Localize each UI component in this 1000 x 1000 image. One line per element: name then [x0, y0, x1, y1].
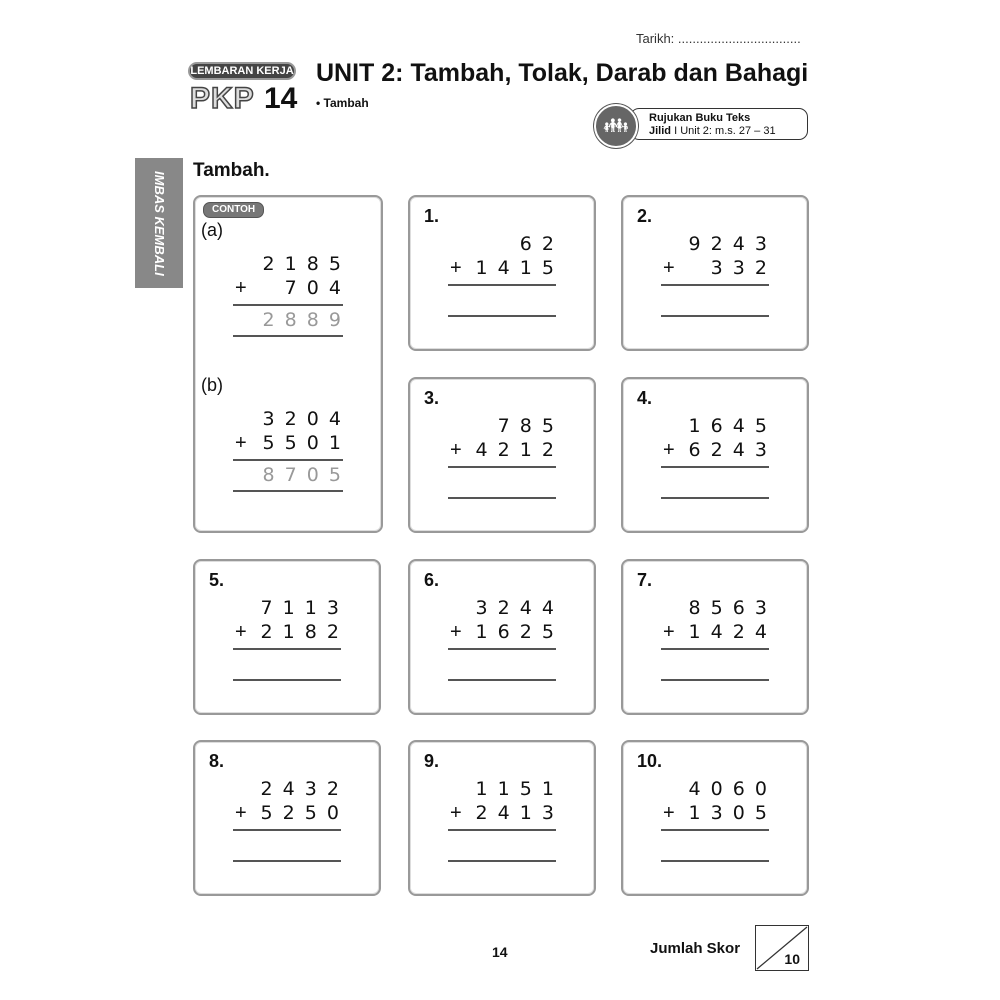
- instruction: Tambah.: [193, 160, 270, 181]
- subtopic: • Tambah: [316, 96, 369, 110]
- family-icon: 👪︎: [594, 104, 638, 148]
- problem-number: 2.: [637, 206, 653, 226]
- answer-input-line[interactable]: [661, 497, 769, 499]
- addend-top: 2 4 3 2: [260, 778, 339, 800]
- addend-bottom: 4 2 1 2: [475, 439, 554, 461]
- addend-top: 7 8 5: [497, 415, 554, 437]
- problem-number: 10.: [637, 751, 663, 771]
- page-title: UNIT 2: Tambah, Tolak, Darab dan Bahagi: [316, 59, 809, 87]
- score-box[interactable]: [755, 925, 809, 971]
- sum-line: [448, 466, 556, 468]
- example-label: (b): [201, 375, 223, 395]
- plus-sign: +: [235, 802, 247, 824]
- sum-line: [661, 466, 769, 468]
- score-label: Jumlah Skor: [650, 940, 741, 957]
- example-label: (a): [201, 220, 223, 240]
- addend-bottom: 1 3 0 5: [688, 802, 767, 824]
- plus-sign: +: [450, 257, 462, 279]
- sum-line: [233, 459, 343, 461]
- problem-box: [408, 559, 596, 715]
- addend-top: 8 5 6 3: [688, 597, 767, 619]
- problem-box: [621, 195, 809, 351]
- reference-title: Rujukan Buku Teks: [649, 112, 751, 124]
- sum-line: [233, 648, 341, 650]
- plus-sign: +: [235, 277, 247, 299]
- sum-line: [661, 648, 769, 650]
- answer-input-line[interactable]: [661, 860, 769, 862]
- plus-sign: +: [663, 257, 675, 279]
- problem-box: [621, 740, 809, 896]
- answer-input-line[interactable]: [448, 679, 556, 681]
- plus-sign: +: [663, 621, 675, 643]
- answer-input-line[interactable]: [661, 315, 769, 317]
- addend-bottom: 2 1 8 2: [260, 621, 339, 643]
- addend-top: 7 1 1 3: [260, 597, 339, 619]
- addend-top: 2 1 8 5: [262, 253, 341, 275]
- plus-sign: +: [450, 802, 462, 824]
- page-number: 14: [492, 944, 508, 960]
- reference-pages: I Unit 2: m.s. 27 – 31: [674, 125, 776, 137]
- sum-line: [233, 304, 343, 306]
- pkp-label: PKP: [190, 82, 255, 115]
- sum-line: [233, 829, 341, 831]
- addend-top: 3 2 4 4: [475, 597, 554, 619]
- plus-sign: +: [450, 621, 462, 643]
- worksheet-label: LEMBARAN KERJA: [188, 62, 296, 80]
- answer-line: [233, 490, 343, 492]
- addend-bottom: 3 3 2: [710, 257, 767, 279]
- problem-box: [621, 377, 809, 533]
- plus-sign: +: [450, 439, 462, 461]
- answer-input-line[interactable]: [233, 860, 341, 862]
- addend-top: 1 6 4 5: [688, 415, 767, 437]
- answer-input-line[interactable]: [661, 679, 769, 681]
- problem-box: [408, 195, 596, 351]
- sum-line: [661, 284, 769, 286]
- worksheet-badge: [188, 62, 308, 124]
- addend-top: 4 0 6 0: [688, 778, 767, 800]
- problem-number: 6.: [424, 570, 440, 590]
- sum-line: [448, 648, 556, 650]
- addend-bottom: 6 2 4 3: [688, 439, 767, 461]
- problem-number: 1.: [424, 206, 440, 226]
- plus-sign: +: [663, 802, 675, 824]
- answer-input-line[interactable]: [448, 860, 556, 862]
- sum-line: [661, 829, 769, 831]
- example-answer: 8 7 0 5: [262, 464, 341, 486]
- answer-input-line[interactable]: [448, 315, 556, 317]
- addend-top: 9 2 4 3: [688, 233, 767, 255]
- problem-number: 3.: [424, 388, 440, 408]
- addend-top: 6 2: [519, 233, 554, 255]
- addend-top: 3 2 0 4: [262, 408, 341, 430]
- addend-bottom: 5 5 0 1: [262, 432, 341, 454]
- answer-line: [233, 335, 343, 337]
- plus-sign: +: [235, 432, 247, 454]
- example-tag: CONTOH: [203, 202, 264, 218]
- addend-bottom: 1 6 2 5: [475, 621, 554, 643]
- problem-box: [193, 740, 381, 896]
- example-answer: 2 8 8 9: [262, 309, 341, 331]
- date-field: Tarikh: ..................................: [636, 31, 801, 46]
- addend-bottom: 1 4 1 5: [475, 257, 554, 279]
- textbook-reference: [630, 108, 808, 140]
- addend-bottom: 1 4 2 4: [688, 621, 767, 643]
- worksheet-number: 14: [264, 82, 298, 115]
- problem-box: [193, 559, 381, 715]
- problem-box: [408, 377, 596, 533]
- problem-box: [408, 740, 596, 896]
- addend-top: 1 1 5 1: [475, 778, 554, 800]
- problem-number: 5.: [209, 570, 225, 590]
- side-tab: IMBAS KEMBALI: [135, 158, 183, 288]
- plus-sign: +: [235, 621, 247, 643]
- answer-input-line[interactable]: [233, 679, 341, 681]
- score-divider: [755, 925, 809, 971]
- reference-volume: Jilid: [649, 125, 672, 137]
- problem-box: [621, 559, 809, 715]
- problem-number: 8.: [209, 751, 225, 771]
- sum-line: [448, 829, 556, 831]
- sum-line: [448, 284, 556, 286]
- addend-bottom: 5 2 5 0: [260, 802, 339, 824]
- score-total: 10: [784, 951, 800, 967]
- addend-bottom: 2 4 1 3: [475, 802, 554, 824]
- addend-bottom: 7 0 4: [284, 277, 341, 299]
- example-box: [193, 195, 383, 533]
- answer-input-line[interactable]: [448, 497, 556, 499]
- problem-number: 7.: [637, 570, 653, 590]
- plus-sign: +: [663, 439, 675, 461]
- problem-number: 4.: [637, 388, 653, 408]
- problem-number: 9.: [424, 751, 440, 771]
